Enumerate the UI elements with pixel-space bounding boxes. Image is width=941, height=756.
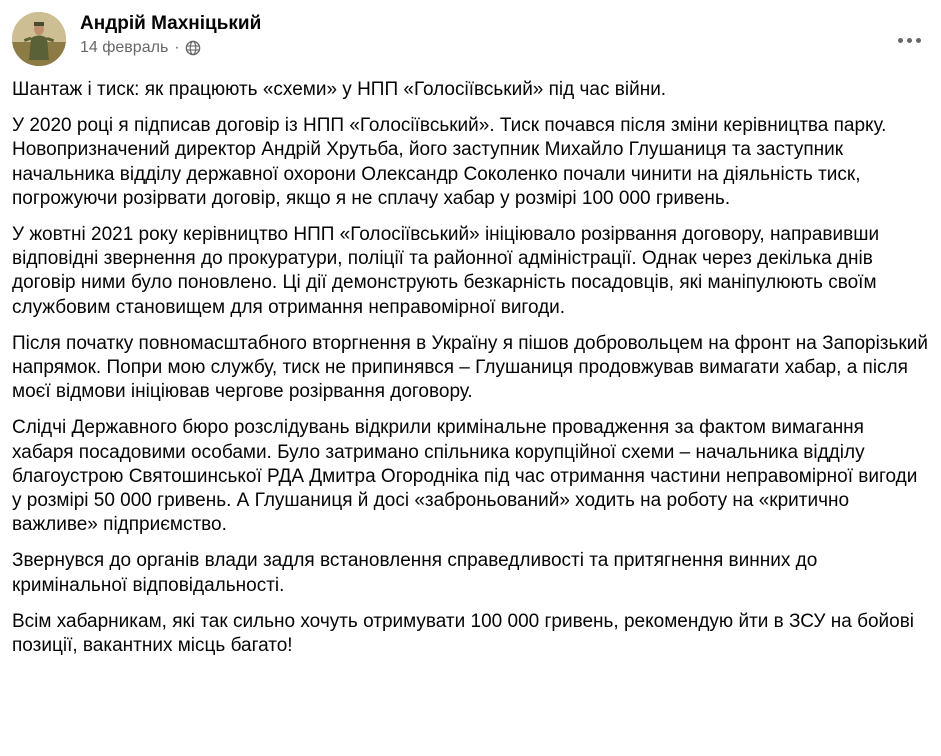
post-paragraph: Звернувся до органів влади задля встановлення справедливості та притягнення винних до кримінальної відповідальності.: [12, 550, 818, 596]
author-block: [80, 12, 261, 58]
meta-separator: ·: [174, 39, 180, 56]
author-name[interactable]: Андрій Махніцький: [80, 13, 262, 34]
more-dot: [916, 38, 921, 43]
avatar-photo: [12, 12, 66, 66]
post-paragraph: Після початку повномасштабного вторгнення в Україну я пішов добровольцем на фронт на Запорізький напрямок. Попри мою службу, тиск не припинявся – Глушаниця продовжував вимагати хабар, а після моєї відмови ініціював чергове розірвання договору.: [12, 332, 928, 403]
avatar[interactable]: [12, 12, 66, 66]
post-header: [12, 10, 929, 66]
post-paragraph: Всім хабарникам, які так сильно хочуть отримувати 100 000 гривень, рекомендую йти в ЗСУ на бойові позиції, вакантних місць багато!: [12, 610, 915, 657]
post-date[interactable]: 14 февраль: [80, 39, 169, 56]
post-paragraph: У 2020 році я підписав договір із НПП «Голосіївський». Тиск почався після зміни керівництва парку. Новопризначений директор Андрій Хрутьба, його заступник Михайло Глушаниця та заступник начальника відділу державної охорони Олександр Соколенко почали чинити на діяльність тиск, погрожуючи розірвати договір, якщо я не сплачу хабар у розмірі 100 000 гривень.: [12, 115, 887, 209]
globe-icon[interactable]: [185, 40, 201, 56]
post-text: [12, 78, 930, 670]
post-paragraph: У жовтні 2021 року керівництво НПП «Голосіївський» ініціювало розірвання договору, направивши відповідні звернення до прокуратури, поліції та районної адміністрації. Однак через декілька днів договір ними було поновлено. Ці дії демонструють безкарність посадовців, які маніпулюють своїм службовим становищем для отримання неправомірної вигоди.: [12, 224, 880, 318]
post-meta: [80, 38, 261, 58]
more-options-button[interactable]: [891, 22, 927, 58]
more-horizontal-icon: [898, 38, 903, 43]
post-paragraph: Шантаж і тиск: як працюють «схеми» у НПП «Голосіївський» під час війни.: [12, 79, 667, 100]
more-dot: [907, 38, 912, 43]
post-paragraph: Слідчі Державного бюро розслідувань відкрили кримінальне провадження за фактом вимагання хабаря посадовими особами. Було затримано спільника корупційної схеми – начальника відділу благоустрою Святошинської РДА Дмитра Огородніка під час отримання частини неправомірної вигоди у розмірі 50 000 гривень. А Глушаниця й досі «заброньований» ходить на роботу на «критично важливе» підприємство.: [12, 417, 918, 536]
